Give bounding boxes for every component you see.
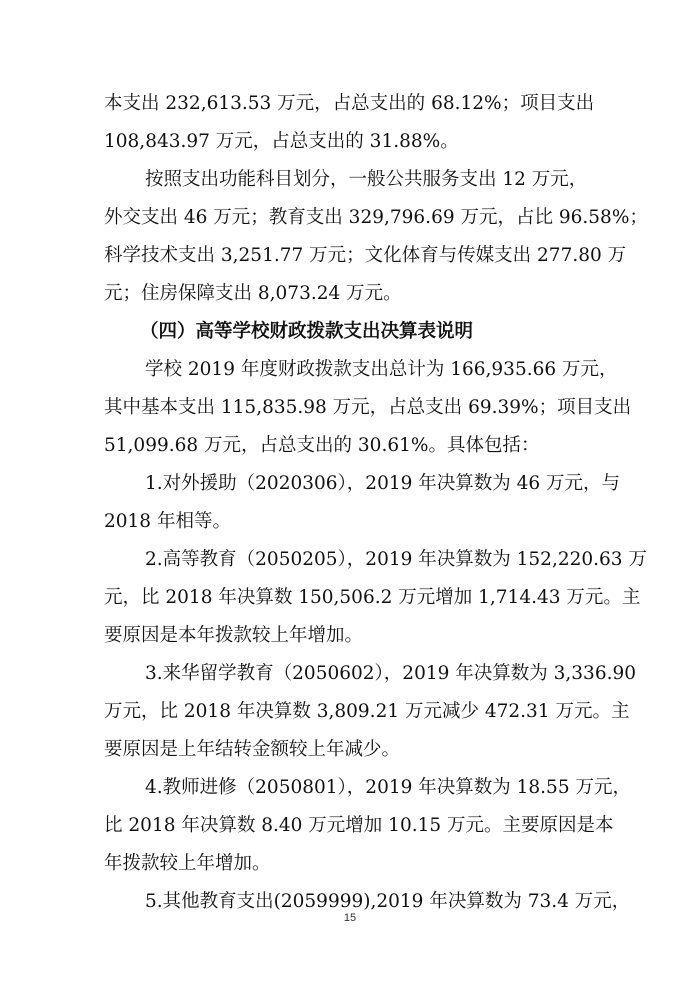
paragraph-line: 3.来华留学教育（2050602），2019 年决算数为 3,336.90 — [145, 663, 637, 684]
paragraph-line: 科学技术支出 3,251.77 万元；文化体育与传媒支出 277.80 万 — [104, 245, 627, 266]
section-heading: （四）高等学校财政拨款支出决算表说明 — [140, 321, 474, 342]
paragraph-line: 元；住房保障支出 8,073.24 万元。 — [104, 283, 402, 304]
paragraph-line: 2018 年相等。 — [104, 511, 231, 532]
paragraph-line: 按照支出功能科目划分，一般公共服务支出 12 万元， — [145, 169, 588, 190]
paragraph-line: 2.高等教育（2050205），2019 年决算数为 152,220.63 万 — [145, 549, 647, 570]
paragraph-line: 外交支出 46 万元；教育支出 329,796.69 万元，占比 96.58%； — [104, 207, 648, 228]
paragraph-line: 年拨款较上年增加。 — [104, 853, 271, 874]
paragraph-line: 108,843.97 万元，占总支出的 31.88%。 — [104, 131, 459, 152]
paragraph-line: 本支出 232,613.53 万元，占总支出的 68.12%；项目支出 — [104, 93, 595, 114]
paragraph-line: 学校 2019 年度财政拨款支出总计为 166,935.66 万元， — [145, 359, 618, 380]
paragraph-line: 万元，比 2018 年决算数 3,809.21 万元减少 472.31 万元。主 — [104, 701, 630, 722]
paragraph-line: 1.对外援助（2020306），2019 年决算数为 46 万元，与 — [145, 473, 621, 494]
paragraph-line: 5.其他教育支出(2059999),2019 年决算数为 73.4 万元， — [145, 891, 631, 912]
paragraph-line: 要原因是本年拨款较上年增加。 — [104, 625, 364, 646]
paragraph-line: 要原因是上年结转金额较上年减少。 — [104, 739, 401, 760]
page-number: 15 — [343, 912, 357, 924]
paragraph-line: 元，比 2018 年决算数 150,506.2 万元增加 1,714.43 万元。主 — [104, 587, 641, 608]
paragraph-line: 比 2018 年决算数 8.40 万元增加 10.15 万元。主要原因是本 — [104, 815, 614, 836]
paragraph-line: 4.教师进修（2050801），2019 年决算数为 18.55 万元， — [145, 777, 631, 798]
paragraph-line: 其中基本支出 115,835.98 万元，占总支出 69.39%；项目支出 — [104, 397, 632, 418]
paragraph-line: 51,099.68 万元，占总支出的 30.61%。具体包括： — [104, 435, 540, 456]
